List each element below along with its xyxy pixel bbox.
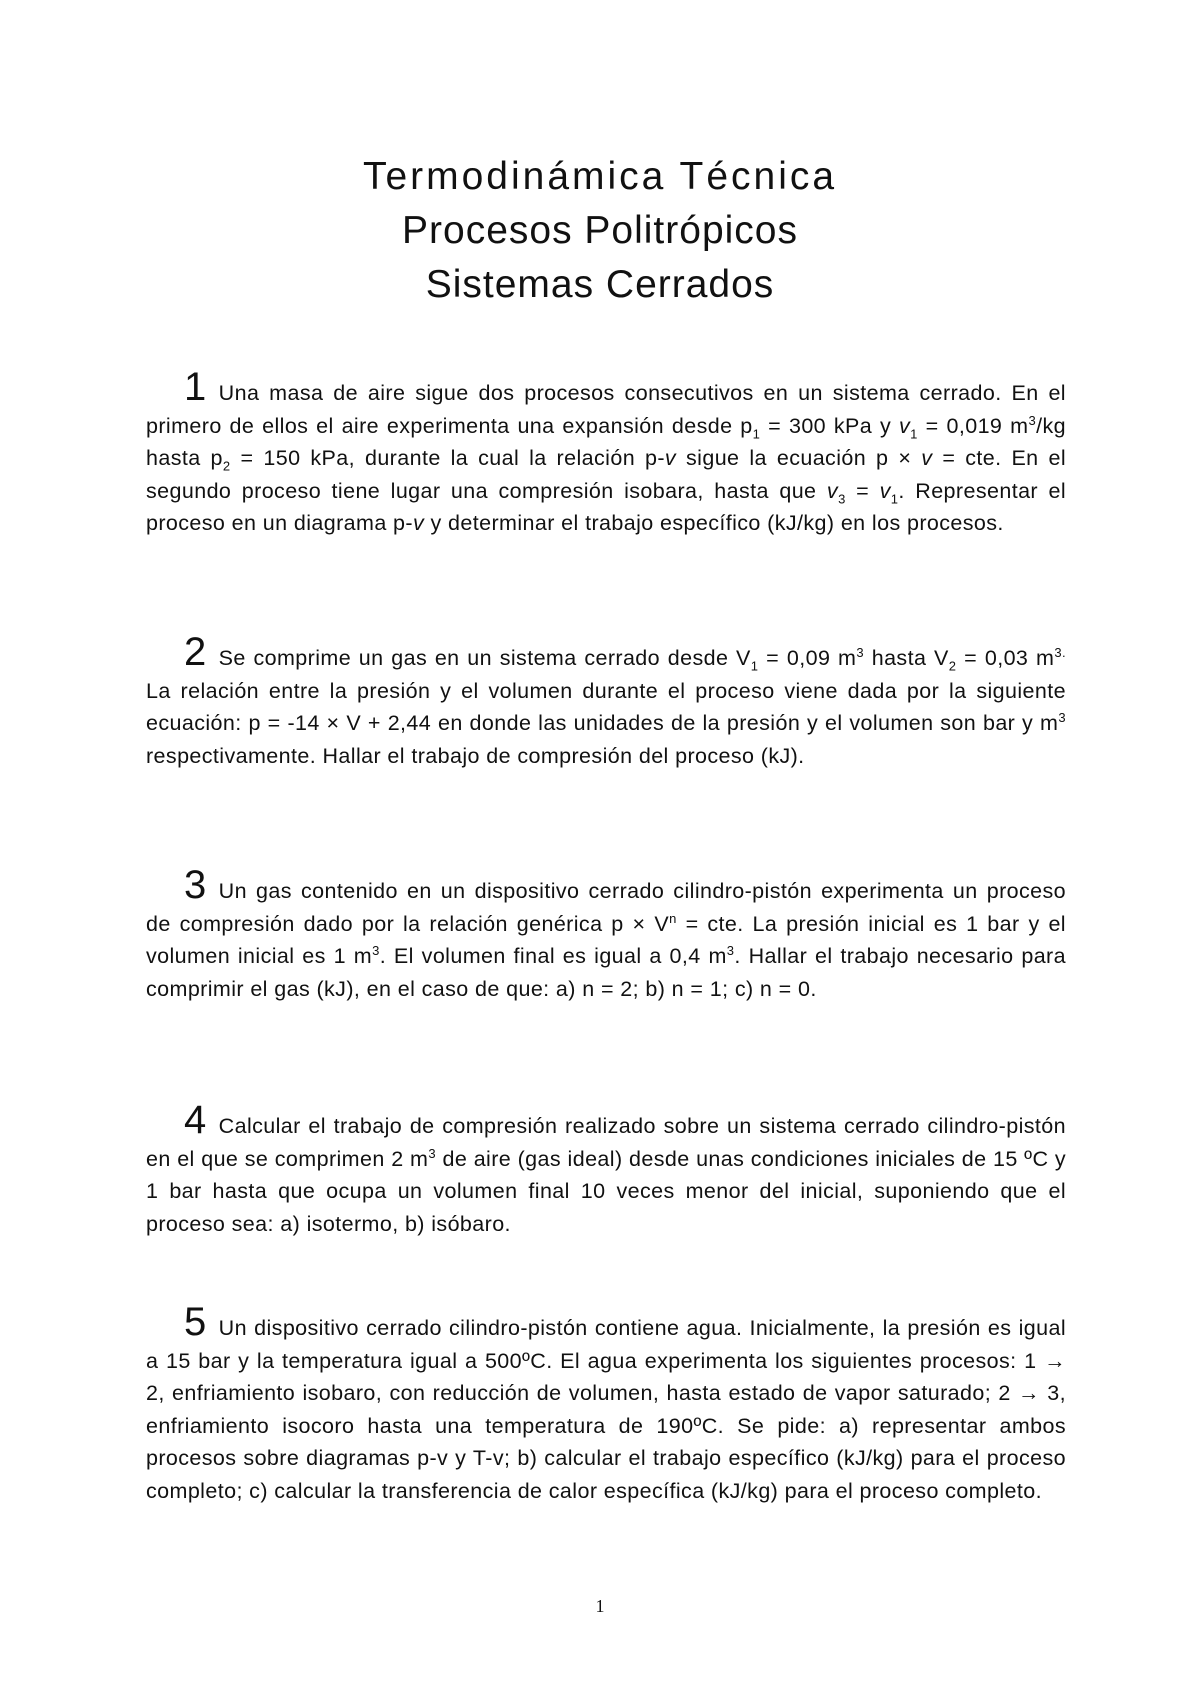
- problem-text: Un gas contenido en un dispositivo cerrado cilindro-pistón experimenta un proceso de compresión dado por la relación genérica $p \times V^n$ = cte. La presión inicial es 1 bar y el volumen inicial es 1 $m^3$. El volumen final es igual a 0,4 $m^3$. Hallar el trabajo necesario para comprimir el gas (kJ), en el caso de que: a) n = 2; b) n = 1; c) n = 0.: [146, 879, 1066, 1001]
- problem-number: 5: [184, 1300, 207, 1344]
- problem-5: [146, 1300, 1066, 1507]
- problem-number: 3: [184, 863, 207, 907]
- problem-2: [146, 630, 1066, 772]
- problem-3: [146, 863, 1066, 1005]
- document-subtitle: Procesos Politrópicos: [402, 209, 798, 252]
- problem-text: Calcular el trabajo de compresión realizado sobre un sistema cerrado cilindro-pistón en el que se comprimen 2 $m^3$ de aire (gas ideal) desde unas condiciones iniciales de 15 ºC y 1 bar hasta que ocupa un volumen final 10 veces menor del inicial, suponiendo que el proceso sea: a) isotermo, b) isóbaro.: [146, 1114, 1067, 1236]
- page-number: 1: [595, 1596, 605, 1616]
- document-title: Termodinámica Técnica: [362, 155, 838, 198]
- problem-number: 2: [184, 630, 207, 674]
- problem-4: [146, 1098, 1067, 1240]
- problem-1: [146, 365, 1067, 540]
- document-subtitle-2: Sistemas Cerrados: [425, 263, 775, 306]
- problem-text: Una masa de aire sigue dos procesos consecutivos en un sistema cerrado. En el primero de ellos el aire experimenta una expansión desde $p_1 = 300$ kPa y $v_1 = 0,019$ $m^3/kg$ hasta $p_2 = 150$ kPa, durante la cual la relación p-v sigue la ecuación p × v = cte. En el segundo proceso tiene lugar una compresión isobara, hasta que $v_3 = v_1$. Representar el proceso en un diagrama p-v y determinar el trabajo específico (kJ/kg) en los procesos.: [146, 381, 1067, 535]
- title-block: [0, 150, 1200, 312]
- problem-number: 1: [184, 365, 207, 409]
- problem-text: Un dispositivo cerrado cilindro-pistón contiene agua. Inicialmente, la presión es igual a 15 bar y la temperatura igual a 500ºC. El agua experimenta los siguientes procesos: 1 → 2, enfriamiento isobaro, con reducción de volumen, hasta estado de vapor saturado; 2 → 3, enfriamiento isocoro hasta una temperatura de 190ºC. Se pide: a) representar ambos procesos sobre diagramas p-v y T-v; b) calcular el trabajo específico (kJ/kg) para el proceso completo; c) calcular la transferencia de calor específica (kJ/kg) para el proceso completo.: [146, 1316, 1066, 1503]
- problem-text: Se comprime un gas en un sistema cerrado desde $V_1 = 0,09$ $m^3$ hasta $V_2 = 0,03$ $m^{3.}$ La relación entre la presión y el volumen durante el proceso viene dada por la siguiente ecuación: p = -14 × V + 2,44 en donde las unidades de la presión y el volumen son bar y $m^3$ respectivamente. Hallar el trabajo de compresión del proceso (kJ).: [146, 644, 1066, 768]
- problem-number: 4: [184, 1098, 207, 1142]
